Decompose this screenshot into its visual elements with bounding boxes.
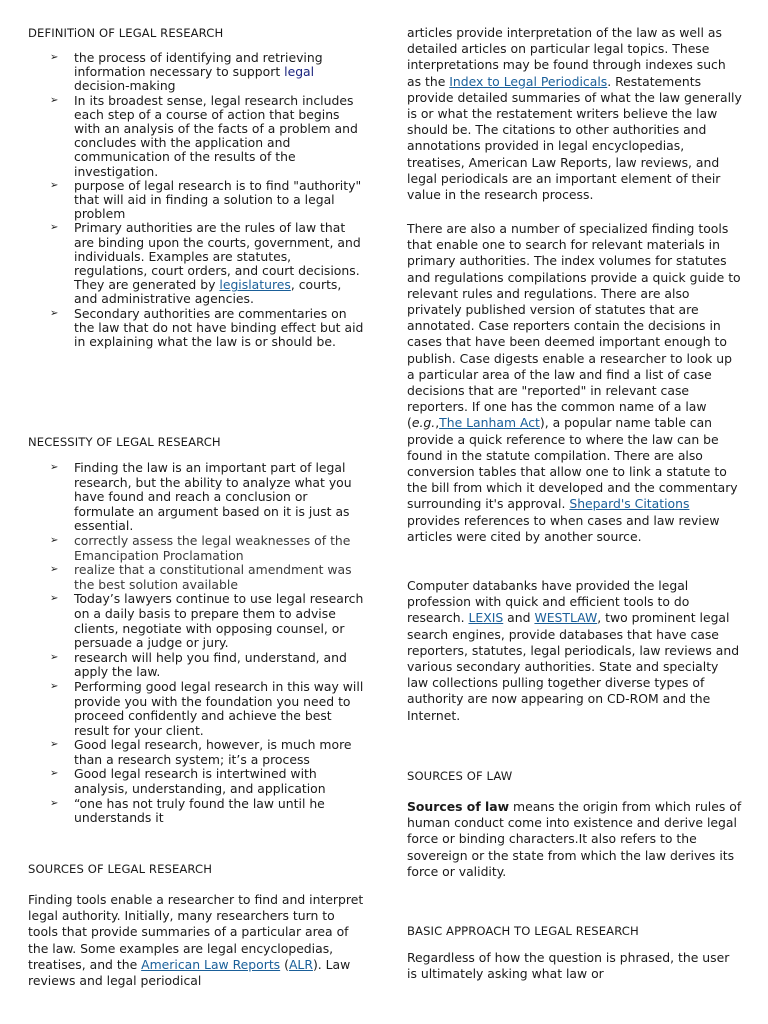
alr-link[interactable]: ALR (288, 956, 313, 972)
basic-approach-heading: BASIC APPROACH TO LEGAL RESEARCH (407, 924, 639, 938)
lexis-link[interactable]: LEXIS (468, 610, 504, 626)
index-to-legal-periodicals-link[interactable]: Index to Legal Periodicals (449, 73, 608, 89)
necessity-heading: NECESSITY OF LEGAL RESEARCH (28, 435, 221, 449)
list-item: ➢ correctly assess the legal weaknesses of the Emancipation Proclamation (28, 534, 364, 563)
list-item: ➢ Today’s lawyers continue to use legal research on a daily basis to prepare them to advise clients, negotiate with opposing counsel, or persuade a judge or jury. (28, 592, 364, 650)
databanks-paragraph: Computer databanks have provided the legal profession with quick and efficient tools to do research. LEXIS and WESTLAW, two prominent legal search engines, provide databases that have case reporters, statutes, legal periodicals, law reviews and various secondary authorities. State and specialty law collections pulling together diverse types of authority are now appearing on CD-ROM and the Internet. (407, 578, 740, 723)
sources-of-law-heading: SOURCES OF LAW (407, 769, 513, 783)
definition-list (28, 51, 364, 349)
westlaw-link[interactable]: WESTLAW (534, 610, 598, 626)
finding-tools-paragraph: There are also a number of specialized finding tools that enable one to search for relevant materials in primary authorities. The index volumes for statutes and regulations compilations provide a quick guide to relevant rules and regulations. There are also privately published version of statutes that are annotated. Case reporters contain the decisions in cases that have been deemed important enough to publish. Case digests enable a researcher to look up a particular area of the law and find a list of case decisions that are "reported" in relevant case reporters. If one has the common name of a law (e.g.,The Lanham Act), a popular name table can provide a quick reference to where the law can be found in the statute compilation. There are also conversion tables that allow one to link a statute to the bill from which it developed and the commentary surrounding it's approval. Shepard's Citations provides references to when cases and law review articles were cited by another source. (407, 221, 741, 544)
sources-of-law-paragraph: Sources of law means the origin from which rules of human conduct come into existence and derive legal force or binding characters.It also refers to the sovereign or the state from which the law derives its force or validity. (407, 799, 742, 879)
list-item: ➢ realize that a constitutional amendment was the best solution available (28, 563, 364, 592)
list-item: ➢ “one has not truly found the law until he understands it (28, 797, 364, 826)
list-item: ➢ purpose of legal research is to find "authority" that will aid in finding a solution to a legal problem (28, 179, 364, 222)
list-item: ➢ Primary authorities are the rules of law that are binding upon the courts, government, and individuals. Examples are statutes, regulations, court orders, and court decisions. They are generated by legislatures, courts, and administrative agencies. (28, 221, 364, 306)
lanham-act-link[interactable]: The Lanham Act (439, 415, 540, 431)
sources-paragraph: Finding tools enable a researcher to find and interpret legal authority. Initially, many researchers turn to tools that provide summaries of a particular area of the law. Some examples are legal encyclopedias, treatises, and the American Law Reports (ALR). Law reviews and legal periodical (28, 892, 364, 989)
shepards-citations-link[interactable]: Shepard's Citations (569, 496, 690, 512)
basic-approach-paragraph: Regardless of how the question is phrased, the user is ultimately asking what law or (407, 950, 730, 982)
list-item: ➢ research will help you find, understand, and apply the law. (28, 651, 364, 680)
list-item: ➢ Good legal research, however, is much more than a research system; it’s a process (28, 738, 364, 767)
list-item: ➢ Secondary authorities are commentaries on the law that do not have binding effect but aid in explaining what the law is or should be. (28, 307, 364, 350)
list-item: ➢ Finding the law is an important part of legal research, but the ability to analyze what you have found and reach a conclusion or formulate an argument based on it is just as essential. (28, 461, 364, 534)
sources-legal-research-heading: SOURCES OF LEGAL RESEARCH (28, 862, 213, 876)
necessity-list (28, 461, 364, 826)
list-item: ➢ the process of identifying and retrieving information necessary to support legal decision-making (28, 51, 364, 94)
list-item: ➢ Performing good legal research in this way will provide you with the foundation you need to proceed confidently and achieve the best result for your client. (28, 680, 364, 738)
definition-heading: DEFINITiON OF LEGAL RESEARCH (28, 26, 224, 40)
legal-word: legal (284, 64, 315, 80)
list-item: ➢ In its broadest sense, legal research includes each step of a course of action that begins with an analysis of the facts of a problem and concludes with the application and communication of the results of the investigation. (28, 94, 364, 179)
periodicals-paragraph: articles provide interpretation of the law as well as detailed articles on particular legal topics. These interpretations may be found through indexes such as the Index to Legal Periodicals. Restatements provide detailed summaries of what the law generally is or what the restatement writers believe the law should be. The citations to other authorities and annotations provided in legal encyclopedias, treatises, American Law Reports, law reviews, and legal periodicals are an important element of their value in the research process. (407, 25, 742, 203)
legislatures-link[interactable]: legislatures (219, 277, 291, 293)
list-item: ➢ Good legal research is intertwined with analysis, understanding, and application (28, 767, 364, 796)
american-law-reports-link[interactable]: American Law Reports (141, 956, 281, 972)
